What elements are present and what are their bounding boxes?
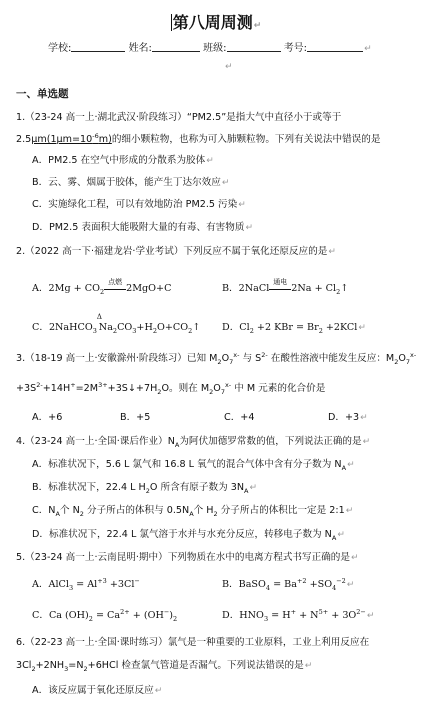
q5-stem <box>16 549 359 563</box>
q4-option-c-text: C．N <box>32 505 56 516</box>
q6-stem-line1 <box>16 634 369 648</box>
q5-option-c[interactable]: C．Ca $(OH)_2 = Ca^{2+} + (OH^-)_2$ <box>32 607 178 623</box>
q4-option-b[interactable]: B．标准状况下，22.4 L $H_2O$ 所含有原子数为 $3N_A↵$ <box>32 482 257 495</box>
q2-text: 2.（2022 高一下·福建龙岩·学业考试）下列反应不属于氧化还原反应的是 <box>16 246 328 257</box>
eq-part: = Ca <box>92 610 121 621</box>
reaction-arrow <box>104 277 126 293</box>
eq-part: HNO <box>239 610 264 621</box>
paragraph-mark: ↵ <box>245 223 253 233</box>
q3-option-a[interactable] <box>32 409 62 423</box>
paragraph-mark: ↵ <box>351 553 359 563</box>
name-label: 姓名: <box>128 43 152 54</box>
paragraph-mark: ↵ <box>345 506 354 516</box>
eq-right: 2Na + Cl <box>291 283 337 294</box>
eq-part: CO <box>117 322 133 333</box>
q1-unit-text: μm(1μm=10 <box>31 134 93 145</box>
q3-text: =2M <box>75 383 99 394</box>
q1-option-b[interactable] <box>32 174 229 188</box>
eq-left: 2NaHCO <box>48 322 93 333</box>
q1-option-c[interactable] <box>32 196 246 210</box>
q5-option-b[interactable]: B．BaSO$_4$ = $Ba^{+2}$ $+SO_4^{-2}↵$ <box>222 576 355 592</box>
paragraph-mark: ↵ <box>253 21 262 31</box>
exam-no-blank[interactable] <box>307 41 363 52</box>
title-text: 第八周周测 <box>172 13 253 32</box>
q1-option-a-text: A．PM2.5 在空气中形成的分散系为胶体 <box>32 155 206 166</box>
eq-left: 2Mg + CO <box>48 283 100 294</box>
option-label: B． <box>222 579 239 590</box>
reaction-condition: 点燃 <box>108 277 123 286</box>
option-label: D． <box>222 610 240 621</box>
q3-stem-line2: $+3S^{2-}+14H^+=2M^{3+}+3S↓+7H_2O$。则在 $M_2O_7^{x-}$ 中 M 元素的化合价是 <box>16 380 326 396</box>
option-label: C． <box>32 610 49 621</box>
q3-text: 在酸性溶液中能发生反应：M <box>267 353 395 364</box>
option-label: D． <box>222 322 240 333</box>
q3-text: 与 S <box>239 353 262 364</box>
q6-text: 6.（22-23 高一上·全国·课时练习）氯气是一种重要的工业原料，工业上利用反应在 <box>16 637 370 648</box>
q3-option-a-text: A．+6 <box>32 412 63 423</box>
paragraph-mark: ↵ <box>346 580 355 590</box>
paragraph-mark: ↵ <box>238 200 246 210</box>
eq-right: 2MgO+C <box>126 283 172 294</box>
reaction-arrow <box>269 277 291 293</box>
q5-option-d[interactable]: D．$HNO_3 = H^+ + N^{5+}$ + $3O^{2-}↵$ <box>222 607 375 623</box>
q3-option-c-text: C．+4 <box>224 412 255 423</box>
q1-option-c-text: C．实施绿化工程，可以有效地防治 PM2.5 污染 <box>32 199 238 210</box>
paragraph-mark: ↵ <box>225 62 233 72</box>
q1-stem-line2 <box>16 131 380 145</box>
q4-text: 为阿伏加德罗常数的值，下列说法正确的是 <box>179 436 362 447</box>
q4-option-d-text: D．标准状况下，22.4 L 氯气溶于水并与水充分反应，转移电子数为 N <box>32 529 332 540</box>
paragraph-mark: ↵ <box>364 44 372 54</box>
eq-part: + 3O <box>328 610 357 621</box>
paragraph-mark: ↵ <box>206 156 214 166</box>
paragraph-mark: ↵ <box>337 530 345 540</box>
class-label: 班级: <box>203 43 227 54</box>
q3-text: 3.（18-19 高一上·安徽滁州·阶段练习）已知 M <box>16 353 218 364</box>
school-label: 学校: <box>48 43 72 54</box>
eq-part: Cl <box>239 322 250 333</box>
q3-text: O。则在 M <box>161 383 210 394</box>
school-blank[interactable] <box>71 41 125 52</box>
eq-part: Ca (OH) <box>48 610 89 621</box>
q6-text: +6HCl 检查氯气管道是否漏气。下列说法错误的是 <box>87 660 304 671</box>
eq-part: +SO <box>306 579 333 590</box>
q3-text: +14H <box>42 383 71 394</box>
reaction-condition: 通电 <box>273 277 288 286</box>
paragraph-mark: ↵ <box>304 661 313 671</box>
q1-unit-end: m) <box>98 134 112 145</box>
q3-text: +3S <box>16 383 37 394</box>
q2-stem <box>16 243 336 257</box>
q1-option-a[interactable] <box>32 152 214 166</box>
eq-part: +3Cl <box>106 579 135 590</box>
option-label: C． <box>32 322 49 333</box>
paragraph-mark: ↵ <box>328 247 336 257</box>
paragraph-mark: ↵ <box>366 611 375 621</box>
q1-stem-rest: 的细小颗粒物，也称为可入肺颗粒物。下列有关说法中错误的是 <box>111 134 381 145</box>
paragraph-mark: ↵ <box>249 483 257 493</box>
q4-option-d[interactable]: D．标准状况下，22.4 L 氯气溶于水并与水充分反应，转移电子数为 $N_A↵$ <box>32 529 345 542</box>
q4-stem: 4.（23-24 高一上·全国·课后作业）$N_A$为阿伏加德罗常数的值，下列说法正确的是↵ <box>16 436 371 449</box>
q6-text: 3Cl <box>16 660 32 671</box>
q1-option-b-text: B．云、雾、烟属于胶体，能产生丁达尔效应 <box>32 177 221 188</box>
q1-option-d[interactable] <box>32 219 253 233</box>
q6-text: +2NH <box>35 660 65 671</box>
eq-part: ) <box>169 610 174 621</box>
q6-stem-line2: $3Cl_2+2NH_3=N_2+6HCl$ 检查氯气管道是否漏气。下列说法错误的是↵ <box>16 660 313 673</box>
q6-option-a[interactable] <box>32 682 162 696</box>
class-blank[interactable] <box>227 41 281 52</box>
q5-text: 5.（23-24 高一上·云南昆明·期中）下列物质在水中的电离方程式书写正确的是 <box>16 552 350 563</box>
q3-option-d[interactable] <box>328 409 368 423</box>
eq-part: AlCl <box>48 579 69 590</box>
q4-text: 4.（23-24 高一上·全国·课后作业）N <box>16 436 175 447</box>
q1-unit-note <box>31 131 112 145</box>
q3-option-c[interactable] <box>224 409 254 423</box>
q4-option-c-text: 个 N <box>59 505 80 516</box>
q1-value: 2.5 <box>16 134 32 145</box>
q2-option-d[interactable]: D．$Cl_2 +2$ KBr = $Br_2$ +2KCl↵ <box>222 322 366 335</box>
eq-right: Na <box>98 322 113 333</box>
q3-option-b-text: B．+5 <box>120 412 151 423</box>
section-heading: 一、单选题 <box>16 88 69 100</box>
q2-option-b[interactable]: B．2NaCl 通电 $2Na + Cl_2↑$ <box>222 277 349 296</box>
eq-part: + (OH <box>129 610 164 621</box>
q1-text: 1.（23-24 高一上·湖北武汉·阶段练习）“PM2.5”是指大气中直径小于或等于 <box>16 112 342 123</box>
q3-text: 中 M 元素的化合价是 <box>231 383 326 394</box>
q3-option-b[interactable] <box>120 409 150 423</box>
option-label: A． <box>32 283 49 294</box>
q1-exponent: -6 <box>92 131 99 140</box>
q3-text: +3S↓+7H <box>107 383 158 394</box>
q4-option-b-text: B．标准状况下，22.4 L H <box>32 482 146 493</box>
q1-stem-line1 <box>16 109 341 123</box>
paragraph-mark: ↵ <box>154 686 163 696</box>
name-blank[interactable] <box>152 41 200 52</box>
q4-option-c-text: 个 H <box>193 505 214 516</box>
q4-option-c[interactable]: C．$N_A$个 $N_2$ 分子所占的体积与 $0.5N_A$个 $H_2$ 分子所占的体积比一定是 2:1↵ <box>32 505 354 518</box>
q5-option-a[interactable]: A．AlCl$_3$ = $Al^{+3} +3Cl^-$ <box>32 576 140 592</box>
q6-option-a-text: A．该反应属于氧化还原反应 <box>32 685 154 696</box>
page-title <box>0 10 432 33</box>
q3-stem-line1: 3.（18-19 高一上·安徽滁州·阶段练习）已知 $M_2O_7^{x-}$ 与 $S^{2-}$ 在酸性溶液中能发生反应：$M_2O_7^{x-}$ <box>16 350 417 366</box>
q4-option-a[interactable]: A．标准状况下，5.6 L 氯气和 16.8 L 氧气的混合气体中含有分子数为 $N_A↵$ <box>32 459 355 472</box>
text-cursor <box>171 14 172 31</box>
paragraph-mark: ↵ <box>360 413 368 423</box>
q4-option-a-text: A．标准状况下，5.6 L 氯气和 16.8 L 氧气的混合气体中含有分子数为 N <box>32 459 342 470</box>
eq-part: +2KCl <box>322 322 358 333</box>
q3-option-d-text: D．+3 <box>328 412 360 423</box>
reaction-arrow <box>96 313 102 333</box>
q6-text: =N <box>68 660 84 671</box>
q4-option-c-text: 分子所占的体积比一定是 2:1 <box>217 505 345 516</box>
eq-part: +H <box>136 322 153 333</box>
paragraph-mark: ↵ <box>358 323 366 333</box>
q2-option-a[interactable]: A．$2Mg + CO_2$ 点燃 2MgO+C <box>32 277 172 296</box>
eq-part: = Al <box>73 579 98 590</box>
option-label: A． <box>32 579 49 590</box>
paragraph-mark: ↵ <box>221 178 230 188</box>
eq-part: +2 KBr = Br <box>253 322 319 333</box>
eq-part: = H <box>268 610 291 621</box>
paragraph-mark: ↵ <box>347 460 355 470</box>
reaction-condition: Δ <box>96 313 102 321</box>
eq-part: O+CO <box>156 322 189 333</box>
q1-option-d-text: D．PM2.5 表面积大能吸附大量的有毒、有害物质 <box>32 222 245 233</box>
eq-left: 2NaCl <box>238 283 270 294</box>
eq-part: = Ba <box>270 579 297 590</box>
q4-option-b-text: O 所含有原子数为 3N <box>149 482 244 493</box>
eq-part: + N <box>296 610 319 621</box>
exam-no-label: 考号: <box>283 43 308 54</box>
q2-option-c[interactable]: C．2NaHCO$_3$ Δ $Na_2CO_3+H_2O+CO_2↑$ <box>32 313 201 335</box>
option-label: B． <box>222 283 239 294</box>
q4-option-c-text: 分子所占的体积与 0.5N <box>83 505 190 516</box>
paragraph-mark: ↵ <box>362 437 371 447</box>
eq-part: BaSO <box>238 579 266 590</box>
student-info-line <box>48 39 372 54</box>
